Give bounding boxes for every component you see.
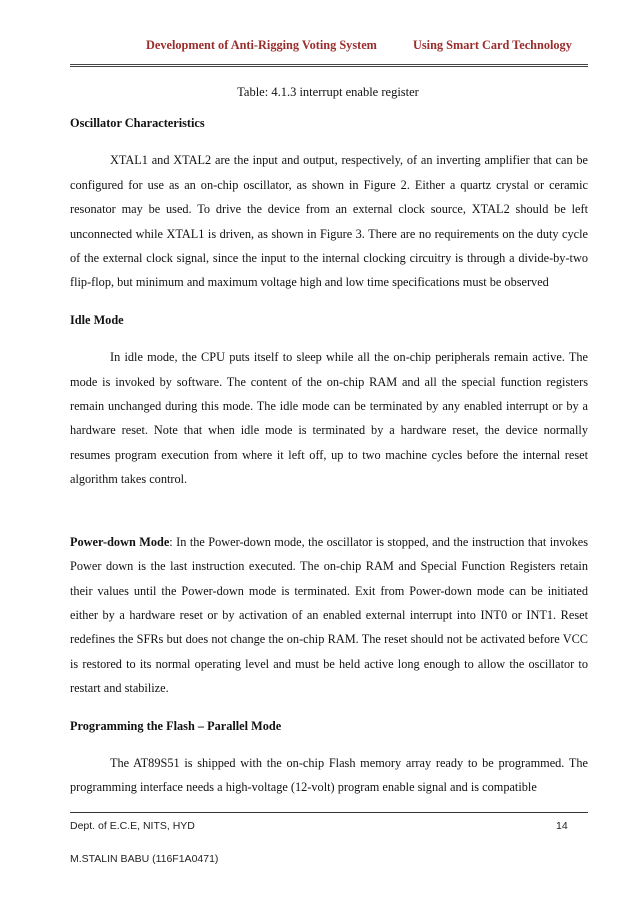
document-body — [70, 111, 588, 800]
paragraph-powerdown — [70, 530, 588, 701]
section-heading-idle: Idle Mode — [70, 312, 124, 327]
footer-divider — [70, 812, 588, 813]
footer-author: M.STALIN BABU (116F1A0471) — [70, 853, 219, 865]
paragraph-oscillator: XTAL1 and XTAL2 are the input and output, respectively, of an inverting amplifier that can be configured for use as an on-chip oscillator, as shown in Figure 2. Either a quartz crystal or ceramic resonator may be used. To drive the device from an external clock source, XTAL2 should be left unconnected while XTAL1 is driven, as shown in Figure 3. There are no requirements on the duty cycle of the external clock signal, since the input to the internal clocking circuitry is through a divide-by-two flip-flop, but minimum and maximum voltage high and low time specifications must be observed — [70, 153, 588, 290]
header-left-title: Development of Anti-Rigging Voting System — [146, 38, 377, 52]
footer-department: Dept. of E.C.E, NITS, HYD — [70, 820, 195, 832]
section-heading-oscillator: Oscillator Characteristics — [70, 116, 205, 130]
spacer — [70, 295, 588, 308]
header-right-title: Using Smart Card Technology — [413, 38, 572, 52]
spacer — [70, 738, 588, 751]
paragraph-powerdown-text: : In the Power-down mode, the oscillator is stopped, and the instruction that invokes Power down is the last instruction executed. The on-chip RAM and Special Function Registers retain their values until the Power-down mode is terminated. Exit from Power-down mode can be initiated either by a hardware reset or by activation of an enabled external interrupt into INT0 or INT1. Reset redefines the SFRs but does not change the on-chip RAM. The reset should not be activated before VCC is restored to its normal operating level and must be held active long enough to allow the oscillator to restart and stabilize. — [70, 534, 588, 696]
paragraph-idle: In idle mode, the CPU puts itself to sleep while all the on-chip peripherals remain active. The mode is invoked by software. The content of the on-chip RAM and all the special function registers remain unchanged during this mode. The idle mode can be terminated by any enabled interrupt or by a hardware reset. Note that when idle mode is terminated by a hardware reset, the device normally resumes program execution from where it left off, up to two machine cycles before the internal reset algorithm takes control. — [70, 350, 588, 487]
header-divider — [70, 64, 588, 67]
spacer — [70, 701, 588, 714]
page-number: 14 — [556, 820, 568, 832]
section-heading-programming: Programming the Flash – Parallel Mode — [70, 718, 282, 733]
spacer — [70, 332, 588, 345]
inline-heading-powerdown: Power-down Mode — [70, 534, 170, 549]
spacer — [70, 135, 588, 148]
paragraph-programming: The AT89S51 is shipped with the on-chip Flash memory array ready to be programmed. The programming interface needs a high-voltage (12-volt) program enable signal and is compatible — [70, 755, 588, 795]
spacer — [70, 492, 588, 530]
table-caption: Table: 4.1.3 interrupt enable register — [237, 85, 419, 99]
